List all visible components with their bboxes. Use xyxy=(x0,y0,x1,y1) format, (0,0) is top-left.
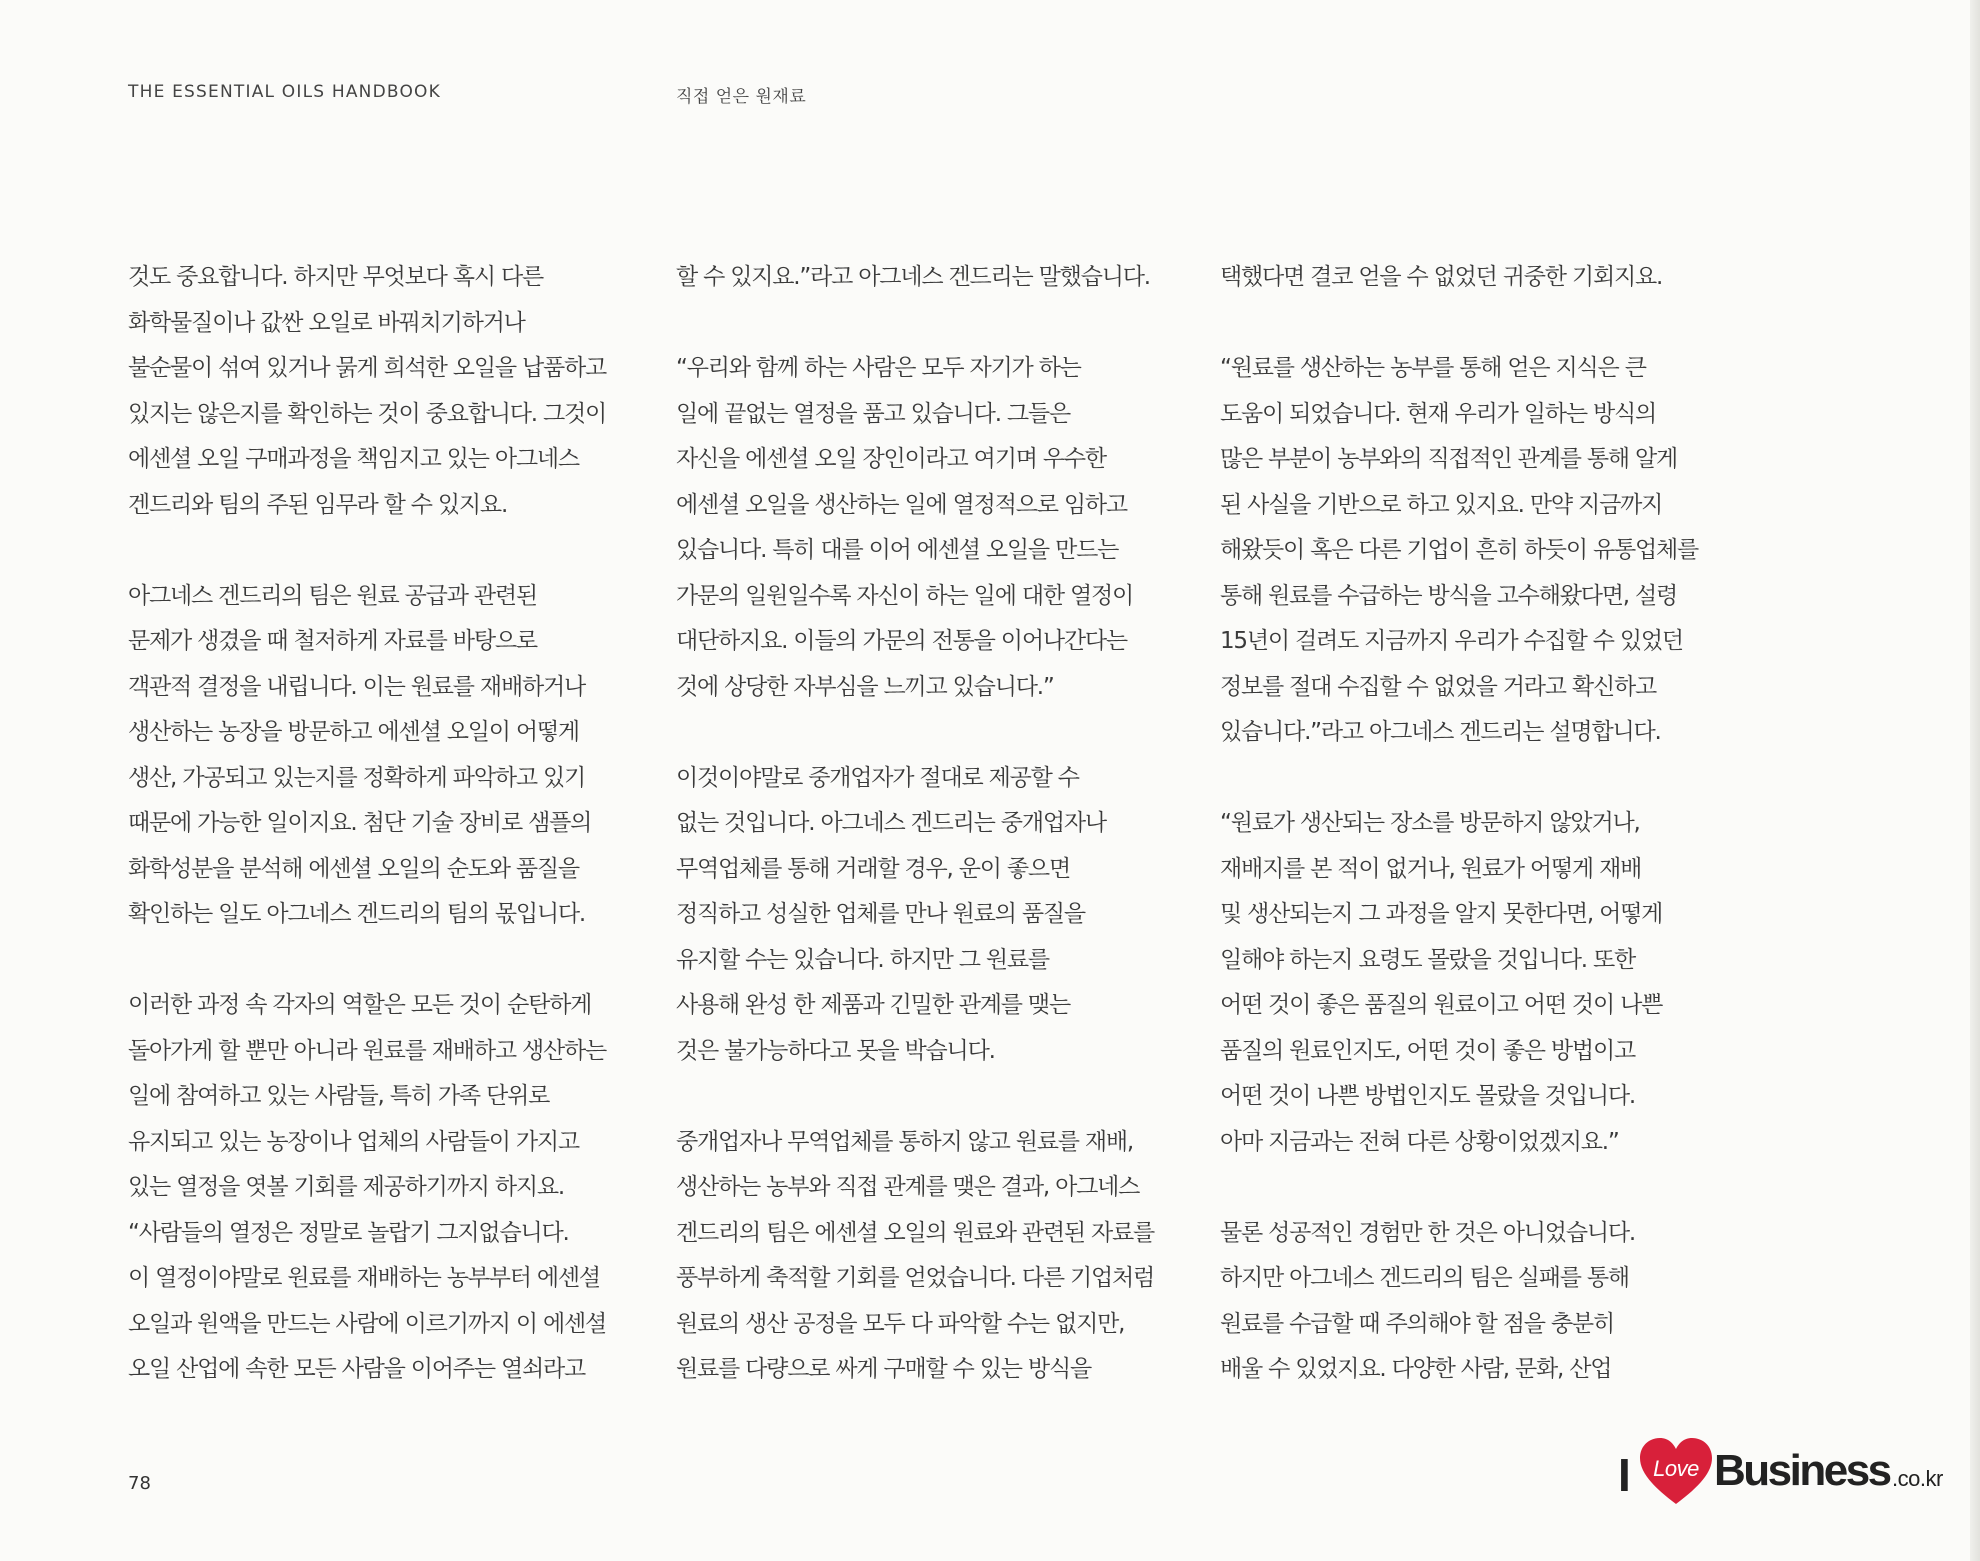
text-line: 15년이 걸려도 지금까지 우리가 수집할 수 있었던 xyxy=(1220,628,1683,654)
text-line: 것에 상당한 자부심을 느끼고 있습니다.” xyxy=(676,673,1054,700)
text-line: 있는 열정을 엿볼 기회를 제공하기까지 하지요. xyxy=(128,1174,565,1200)
paragraph xyxy=(128,983,668,1211)
text-line: 오일 산업에 속한 모든 사람을 이어주는 열쇠라고 xyxy=(128,1356,586,1382)
text-line: 때문에 가능한 일이지요. 첨단 기술 장비로 샘플의 xyxy=(128,810,592,836)
text-line: 대단하지요. 이들의 가문의 전통을 이어나간다는 xyxy=(676,628,1127,654)
text-line: 택했다면 결코 얻을 수 없었던 귀중한 기회지요. xyxy=(1220,264,1663,290)
text-line: 원료의 생산 공정을 모두 다 파악할 수는 없지만, xyxy=(676,1310,1125,1337)
text-line: 화학성분을 분석해 에센셜 오일의 순도와 품질을 xyxy=(128,855,579,882)
text-line: 배울 수 있었지요. 다양한 사람, 문화, 산업 xyxy=(1220,1356,1612,1382)
text-line: 사용해 완성 한 제품과 긴밀한 관계를 맺는 xyxy=(676,992,1070,1018)
text-line: 아그네스 겐드리의 팀은 원료 공급과 관련된 xyxy=(128,582,537,609)
text-line: 일에 참여하고 있는 사람들, 특히 가족 단위로 xyxy=(128,1083,550,1109)
text-line: 이 열정이야말로 원료를 재배하는 농부부터 에센셜 xyxy=(128,1265,600,1291)
text-line: 객관적 결정을 내립니다. 이는 원료를 재배하거나 xyxy=(128,673,586,700)
text-line: 있습니다.”라고 아그네스 겐드리는 설명합니다. xyxy=(1220,719,1661,745)
text-line: 가문의 일원일수록 자신이 하는 일에 대한 열정이 xyxy=(676,582,1134,609)
text-line: 겐드리의 팀은 에센셜 오일의 원료와 관련된 자료를 xyxy=(676,1219,1155,1246)
paragraph xyxy=(676,756,1216,1075)
text-line: 것은 불가능하다고 못을 박습니다. xyxy=(676,1037,995,1064)
text-line: 이러한 과정 속 각자의 역할은 모든 것이 순탄하게 xyxy=(128,992,592,1018)
text-line: 이것이야말로 중개업자가 절대로 제공할 수 xyxy=(676,764,1079,791)
logo-business-text: Business xyxy=(1714,1446,1890,1495)
text-line: 된 사실을 기반으로 하고 있지요. 만약 지금까지 xyxy=(1220,491,1663,518)
text-line: 아마 지금과는 전혀 다른 상황이었겠지요.” xyxy=(1220,1128,1619,1155)
text-line: 일해야 하는지 요령도 몰랐을 것입니다. 또한 xyxy=(1220,946,1635,973)
paragraph xyxy=(1220,346,1760,756)
text-line: 많은 부분이 농부와의 직접적인 관계를 통해 알게 xyxy=(1220,446,1678,472)
text-line: 있지는 않은지를 확인하는 것이 중요합니다. 그것이 xyxy=(128,400,607,427)
text-line: 에센셜 오일 구매과정을 책임지고 있는 아그네스 xyxy=(128,446,579,472)
running-head-section-title: 직접 얻은 원재료 xyxy=(676,87,807,107)
text-line: 자신을 에센셜 오일 장인이라고 여기며 우수한 xyxy=(676,446,1106,472)
page-number: 78 xyxy=(128,1473,151,1494)
paragraph xyxy=(676,1120,1216,1393)
logo-domain-text: .co.kr xyxy=(1892,1466,1943,1491)
text-line: “원료가 생산되는 장소를 방문하지 않았거나, xyxy=(1220,810,1640,836)
text-line: 화학물질이나 값싼 오일로 바꿔치기하거나 xyxy=(128,309,525,336)
paragraph xyxy=(128,1211,668,1393)
text-line: 돌아가게 할 뿐만 아니라 원료를 재배하고 생산하는 xyxy=(128,1037,607,1064)
text-line: 유지되고 있는 농장이나 업체의 사람들이 가지고 xyxy=(128,1128,579,1155)
text-line: 어떤 것이 좋은 품질의 원료이고 어떤 것이 나쁜 xyxy=(1220,992,1663,1018)
text-line: “우리와 함께 하는 사람은 모두 자기가 하는 xyxy=(676,355,1081,381)
text-line: 무역업체를 통해 거래할 경우, 운이 좋으면 xyxy=(676,855,1070,882)
text-line: “사람들의 열정은 정말로 놀랍기 그지없습니다. xyxy=(128,1219,569,1246)
paragraph xyxy=(676,255,1216,301)
text-line: 유지할 수는 있습니다. 하지만 그 원료를 xyxy=(676,946,1049,973)
text-line: 에센셜 오일을 생산하는 일에 열정적으로 임하고 xyxy=(676,491,1127,518)
paragraph xyxy=(128,574,668,938)
text-line: 어떤 것이 나쁜 방법인지도 몰랐을 것입니다. xyxy=(1220,1083,1635,1109)
logo-love-text: Love xyxy=(1653,1456,1699,1481)
ilovebusiness-logo xyxy=(1618,1436,1958,1516)
text-line: 통해 원료를 수급하는 방식을 고수해왔다면, 설령 xyxy=(1220,582,1678,609)
text-line: 생산하는 농부와 직접 관계를 맺은 결과, 아그네스 xyxy=(676,1174,1140,1200)
text-column-2 xyxy=(676,255,1216,1438)
page-edge xyxy=(1970,0,1980,1561)
running-head-book-title: THE ESSENTIAL OILS HANDBOOK xyxy=(128,82,441,102)
text-line: 정직하고 성실한 업체를 만나 원료의 품질을 xyxy=(676,901,1085,927)
text-line: 풍부하게 축적할 기회를 얻었습니다. 다른 기업처럼 xyxy=(676,1265,1155,1291)
text-column-3 xyxy=(1220,255,1760,1438)
text-line: 생산하는 농장을 방문하고 에센셜 오일이 어떻게 xyxy=(128,719,579,745)
text-line: “원료를 생산하는 농부를 통해 얻은 지식은 큰 xyxy=(1220,355,1646,381)
text-line: 해왔듯이 혹은 다른 기업이 흔히 하듯이 유통업체를 xyxy=(1220,537,1699,563)
text-line: 하지만 아그네스 겐드리의 팀은 실패를 통해 xyxy=(1220,1265,1629,1291)
text-column-1 xyxy=(128,255,668,1438)
text-line: 일에 끝없는 열정을 품고 있습니다. 그들은 xyxy=(676,400,1070,427)
text-line: 원료를 다량으로 싸게 구매할 수 있는 방식을 xyxy=(676,1356,1091,1382)
text-line: 물론 성공적인 경험만 한 것은 아니었습니다. xyxy=(1220,1219,1635,1246)
text-line: 불순물이 섞여 있거나 묽게 희석한 오일을 납품하고 xyxy=(128,355,607,381)
paragraph xyxy=(128,255,668,528)
text-line: 문제가 생겼을 때 철저하게 자료를 바탕으로 xyxy=(128,628,537,654)
text-line: 것도 중요합니다. 하지만 무엇보다 혹시 다른 xyxy=(128,264,543,290)
paragraph xyxy=(1220,255,1760,301)
text-line: 도움이 되었습니다. 현재 우리가 일하는 방식의 xyxy=(1220,400,1657,427)
text-line: 확인하는 일도 아그네스 겐드리의 팀의 몫입니다. xyxy=(128,901,586,927)
logo-letter-i: I xyxy=(1618,1449,1631,1501)
text-line: 생산, 가공되고 있는지를 정확하게 파악하고 있기 xyxy=(128,764,586,791)
text-line: 재배지를 본 적이 없거나, 원료가 어떻게 재배 xyxy=(1220,855,1642,882)
text-line: 중개업자나 무역업체를 통하지 않고 원료를 재배, xyxy=(676,1128,1134,1155)
text-line: 품질의 원료인지도, 어떤 것이 좋은 방법이고 xyxy=(1220,1037,1635,1064)
text-line: 및 생산되는지 그 과정을 알지 못한다면, 어떻게 xyxy=(1220,901,1663,927)
text-line: 원료를 수급할 때 주의해야 할 점을 충분히 xyxy=(1220,1310,1614,1337)
text-line: 정보를 절대 수집할 수 없었을 거라고 확신하고 xyxy=(1220,673,1657,700)
text-line: 오일과 원액을 만드는 사람에 이르기까지 이 에센셜 xyxy=(128,1310,607,1337)
paragraph xyxy=(676,346,1216,710)
text-line: 할 수 있지요.”라고 아그네스 겐드리는 말했습니다. xyxy=(676,264,1150,290)
paragraph xyxy=(1220,1211,1760,1393)
text-line: 겐드리와 팀의 주된 임무라 할 수 있지요. xyxy=(128,491,508,518)
text-line: 없는 것입니다. 아그네스 겐드리는 중개업자나 xyxy=(676,810,1106,836)
paragraph xyxy=(1220,801,1760,1165)
text-line: 있습니다. 특히 대를 이어 에센셜 오일을 만드는 xyxy=(676,537,1119,563)
